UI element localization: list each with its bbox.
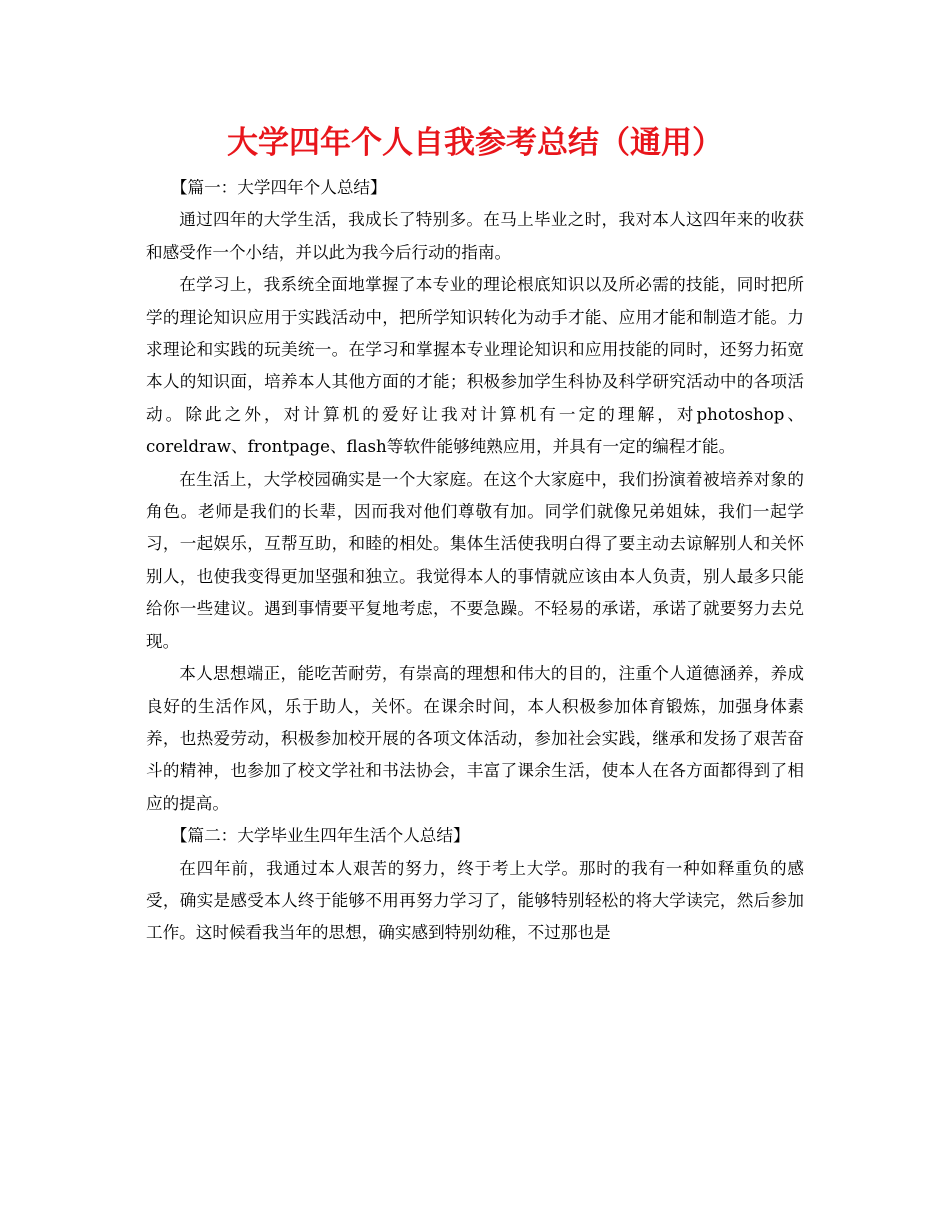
section-heading: 【篇二：大学毕业生四年生活个人总结】 xyxy=(170,826,470,846)
section-1 xyxy=(146,172,804,820)
section-heading: 【篇一：大学四年个人总结】 xyxy=(170,178,387,197)
paragraph: 在学习上，我系统全面地掌握了本专业的理论根底知识以及所必需的技能，同时把所学的理论知识应用于实践活动中，把所学知识转化为动手才能、应用才能和制造才能。力求理论和实践的玩美统一。在学习和掌握本专业理论知识和应用技能的同时，还努力拓宽本人的知识面，培养本人其他方面的才能；积极参加学生科协及科学研究活动中的各项活动。除此之外，对计算机的爱好让我对计算机有一定的理解，对photoshop、coreldraw、frontpage、flash等软件能够纯熟应用，并具有一定的编程才能。 xyxy=(146,275,804,457)
paragraph: 在生活上，大学校园确实是一个大家庭。在这个大家庭中，我们扮演着被培养对象的角色。老师是我们的长辈，因而我对他们尊敬有加。同学们就像兄弟姐妹，我们一起学习，一起娱乐，互帮互助，和睦的相处。集体生活使我明白得了要主动去谅解别人和关怀别人，也使我变得更加坚强和独立。我觉得本人的事情就应该由本人负责，别人最多只能给你一些建议。遇到事情要平复地考虑，不要急躁。不轻易的承诺，承诺了就要努力去兑现。 xyxy=(146,469,804,651)
document-title: 大学四年个人自我参考总结（通用） xyxy=(227,125,723,161)
paragraph: 通过四年的大学生活，我成长了特别多。在马上毕业之时，我对本人这四年来的收获和感受作一个小结，并以此为我今后行动的指南。 xyxy=(146,210,804,262)
document-page xyxy=(146,118,804,950)
section-2 xyxy=(146,820,804,950)
paragraph: 在四年前，我通过本人艰苦的努力，终于考上大学。那时的我有一种如释重负的感受，确实是感受本人终于能够不用再努力学习了，能够特别轻松的将大学读完，然后参加工作。这时候看我当年的思想，确实感到特别幼稚，不过那也是 xyxy=(146,858,804,943)
paragraph: 本人思想端正，能吃苦耐劳，有崇高的理想和伟大的目的，注重个人道德涵养，养成良好的生活作风，乐于助人，关怀。在课余时间，本人积极参加体育锻炼，加强身体素养，也热爱劳动，积极参加校开展的各项文体活动，参加社会实践，继承和发扬了艰苦奋斗的精神，也参加了校文学社和书法协会，丰富了课余生活，使本人在各方面都得到了相应的提高。 xyxy=(146,664,804,813)
